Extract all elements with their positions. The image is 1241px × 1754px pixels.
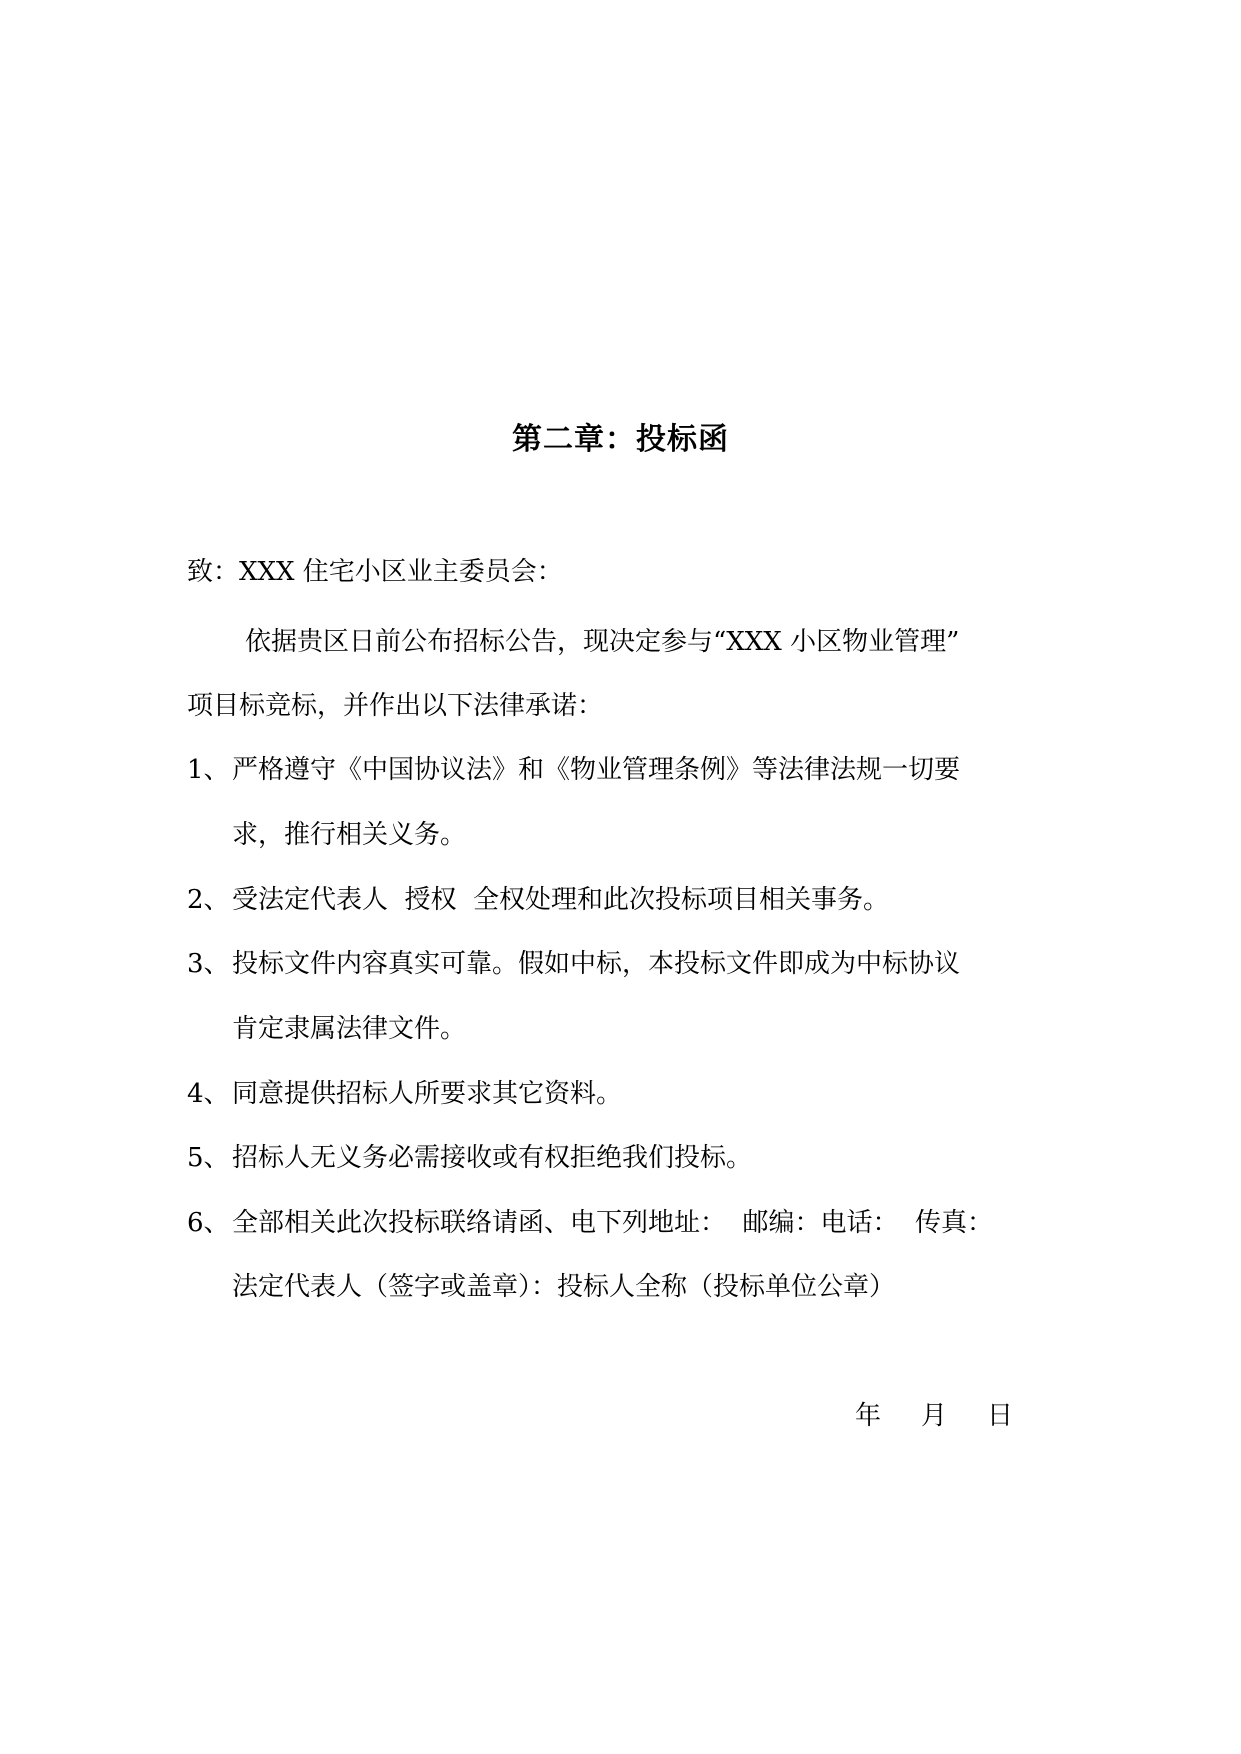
list-item-text: 全部相关此次投标联络请函、电下列地址： 邮编：电话： 传真： bbox=[232, 1208, 994, 1238]
list-item-number: 2、 bbox=[187, 885, 230, 915]
salutation: 致：XXX 住宅小区业主委员会： bbox=[187, 557, 563, 587]
list-item-continuation: 法定代表人（签字或盖章）：投标人全称（投标单位公章） bbox=[232, 1272, 896, 1302]
date-day-label: 日 bbox=[987, 1401, 1014, 1431]
date-month-label: 月 bbox=[921, 1401, 948, 1431]
list-item-text: 投标文件内容真实可靠。假如中标，本投标文件即成为中标协议 bbox=[232, 949, 961, 979]
list-item-number: 6、 bbox=[187, 1208, 230, 1238]
list-item bbox=[187, 1205, 993, 1241]
intro-paragraph-line-2: 项目标竞标，并作出以下法律承诺： bbox=[187, 691, 604, 721]
list-item-text: 严格遵守《中国协议法》和《物业管理条例》等法律法规一切要 bbox=[232, 755, 961, 785]
list-item-number: 5、 bbox=[187, 1143, 230, 1173]
list-item-number: 3、 bbox=[187, 949, 230, 979]
intro-paragraph-line-1: 依据贵区日前公布招标公告，现决定参与“XXX 小区物业管理” bbox=[245, 627, 960, 657]
list-item bbox=[187, 1076, 622, 1112]
list-item-text: 受法定代表人 授权 全权处理和此次投标项目相关事务。 bbox=[232, 885, 890, 915]
list-item-continuation: 求，推行相关义务。 bbox=[232, 820, 467, 850]
date-line bbox=[855, 1398, 1013, 1434]
list-item bbox=[187, 882, 889, 918]
list-item-number: 1、 bbox=[187, 755, 230, 785]
page-title: 第二章：投标函 bbox=[512, 422, 729, 457]
list-item-text: 同意提供招标人所要求其它资料。 bbox=[232, 1079, 623, 1109]
list-item-number: 4、 bbox=[187, 1079, 230, 1109]
list-item bbox=[187, 946, 960, 982]
list-item bbox=[187, 752, 960, 788]
list-item-continuation: 肯定隶属法律文件。 bbox=[232, 1014, 467, 1044]
date-year-label: 年 bbox=[855, 1401, 882, 1431]
list-item-text: 招标人无义务必需接收或有权拒绝我们投标。 bbox=[232, 1143, 753, 1173]
list-item bbox=[187, 1140, 752, 1176]
